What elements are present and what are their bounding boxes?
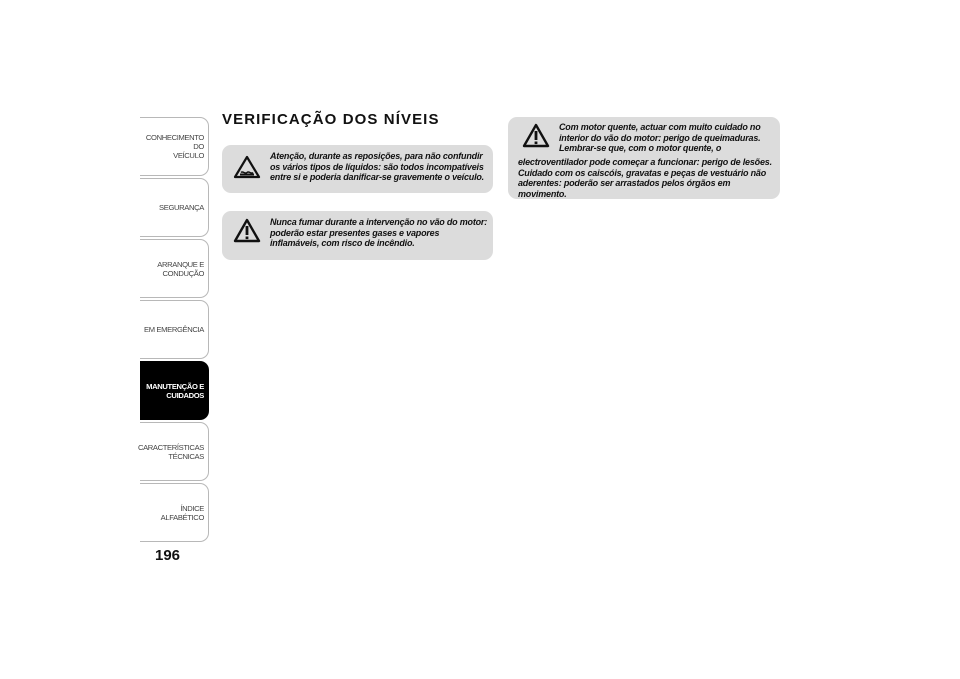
tab-seguranca[interactable] xyxy=(140,178,209,237)
warning-text-part-a: Com motor quente, actuar com muito cuidado no interior do vão do motor: perigo de queimaduras. Lembrar-se que, com o motor quente, o xyxy=(559,122,761,153)
warning-box-fluids xyxy=(222,145,493,193)
tab-manutencao-e-cuidados[interactable] xyxy=(140,361,209,420)
tab-arranque-e-conducao[interactable] xyxy=(140,239,209,298)
fluid-warning-icon xyxy=(233,155,261,184)
warning-triangle-icon xyxy=(522,123,550,153)
tab-label: SEGURANÇA xyxy=(159,203,204,212)
tab-label: MANUTENÇÃO E CUIDADOS xyxy=(146,381,204,400)
warning-text-part-b: electroventilador pode começar a funcionar: perigo de lesões. Cuidado com os caiscóis, gravatas e peças de vestuário não aderentes: poderão ser arrastados pelos órgãos em movimento. xyxy=(518,157,772,199)
tab-em-emergencia[interactable] xyxy=(140,300,209,359)
tab-label: EM EMERGÊNCIA xyxy=(143,325,204,334)
warning-text: Nunca fumar durante a intervenção no vão do motor: poderão estar presentes gases e vapores inflamáveis, com risco de incêndio. xyxy=(270,217,488,248)
tab-label: ARRANQUE E CONDUÇÃO xyxy=(157,259,204,278)
warning-box-smoking xyxy=(222,211,493,260)
page-number: 196 xyxy=(155,547,181,564)
tab-label: CONHECIMENTO DO VEÍCULO xyxy=(145,133,204,160)
warning-box-hot-engine xyxy=(508,117,780,199)
warning-text: Atenção, durante as reposições, para não confundir os vários tipos de líquidos: são todos incompatíveis entre si e poderia danificar-se gravemente o veículo. xyxy=(270,151,484,182)
warning-triangle-icon xyxy=(233,218,261,248)
tab-label: ÍNDICE ALFABÉTICO xyxy=(160,503,204,522)
tab-conhecimento-do-veiculo[interactable] xyxy=(140,117,209,176)
tab-label: CARACTERÍSTICAS TÉCNICAS xyxy=(137,442,204,461)
tab-caracteristicas-tecnicas[interactable] xyxy=(137,422,209,481)
tab-indice-alfabetico[interactable] xyxy=(140,483,209,542)
section-heading: VERIFICAÇÃO DOS NÍVEIS xyxy=(222,111,440,128)
